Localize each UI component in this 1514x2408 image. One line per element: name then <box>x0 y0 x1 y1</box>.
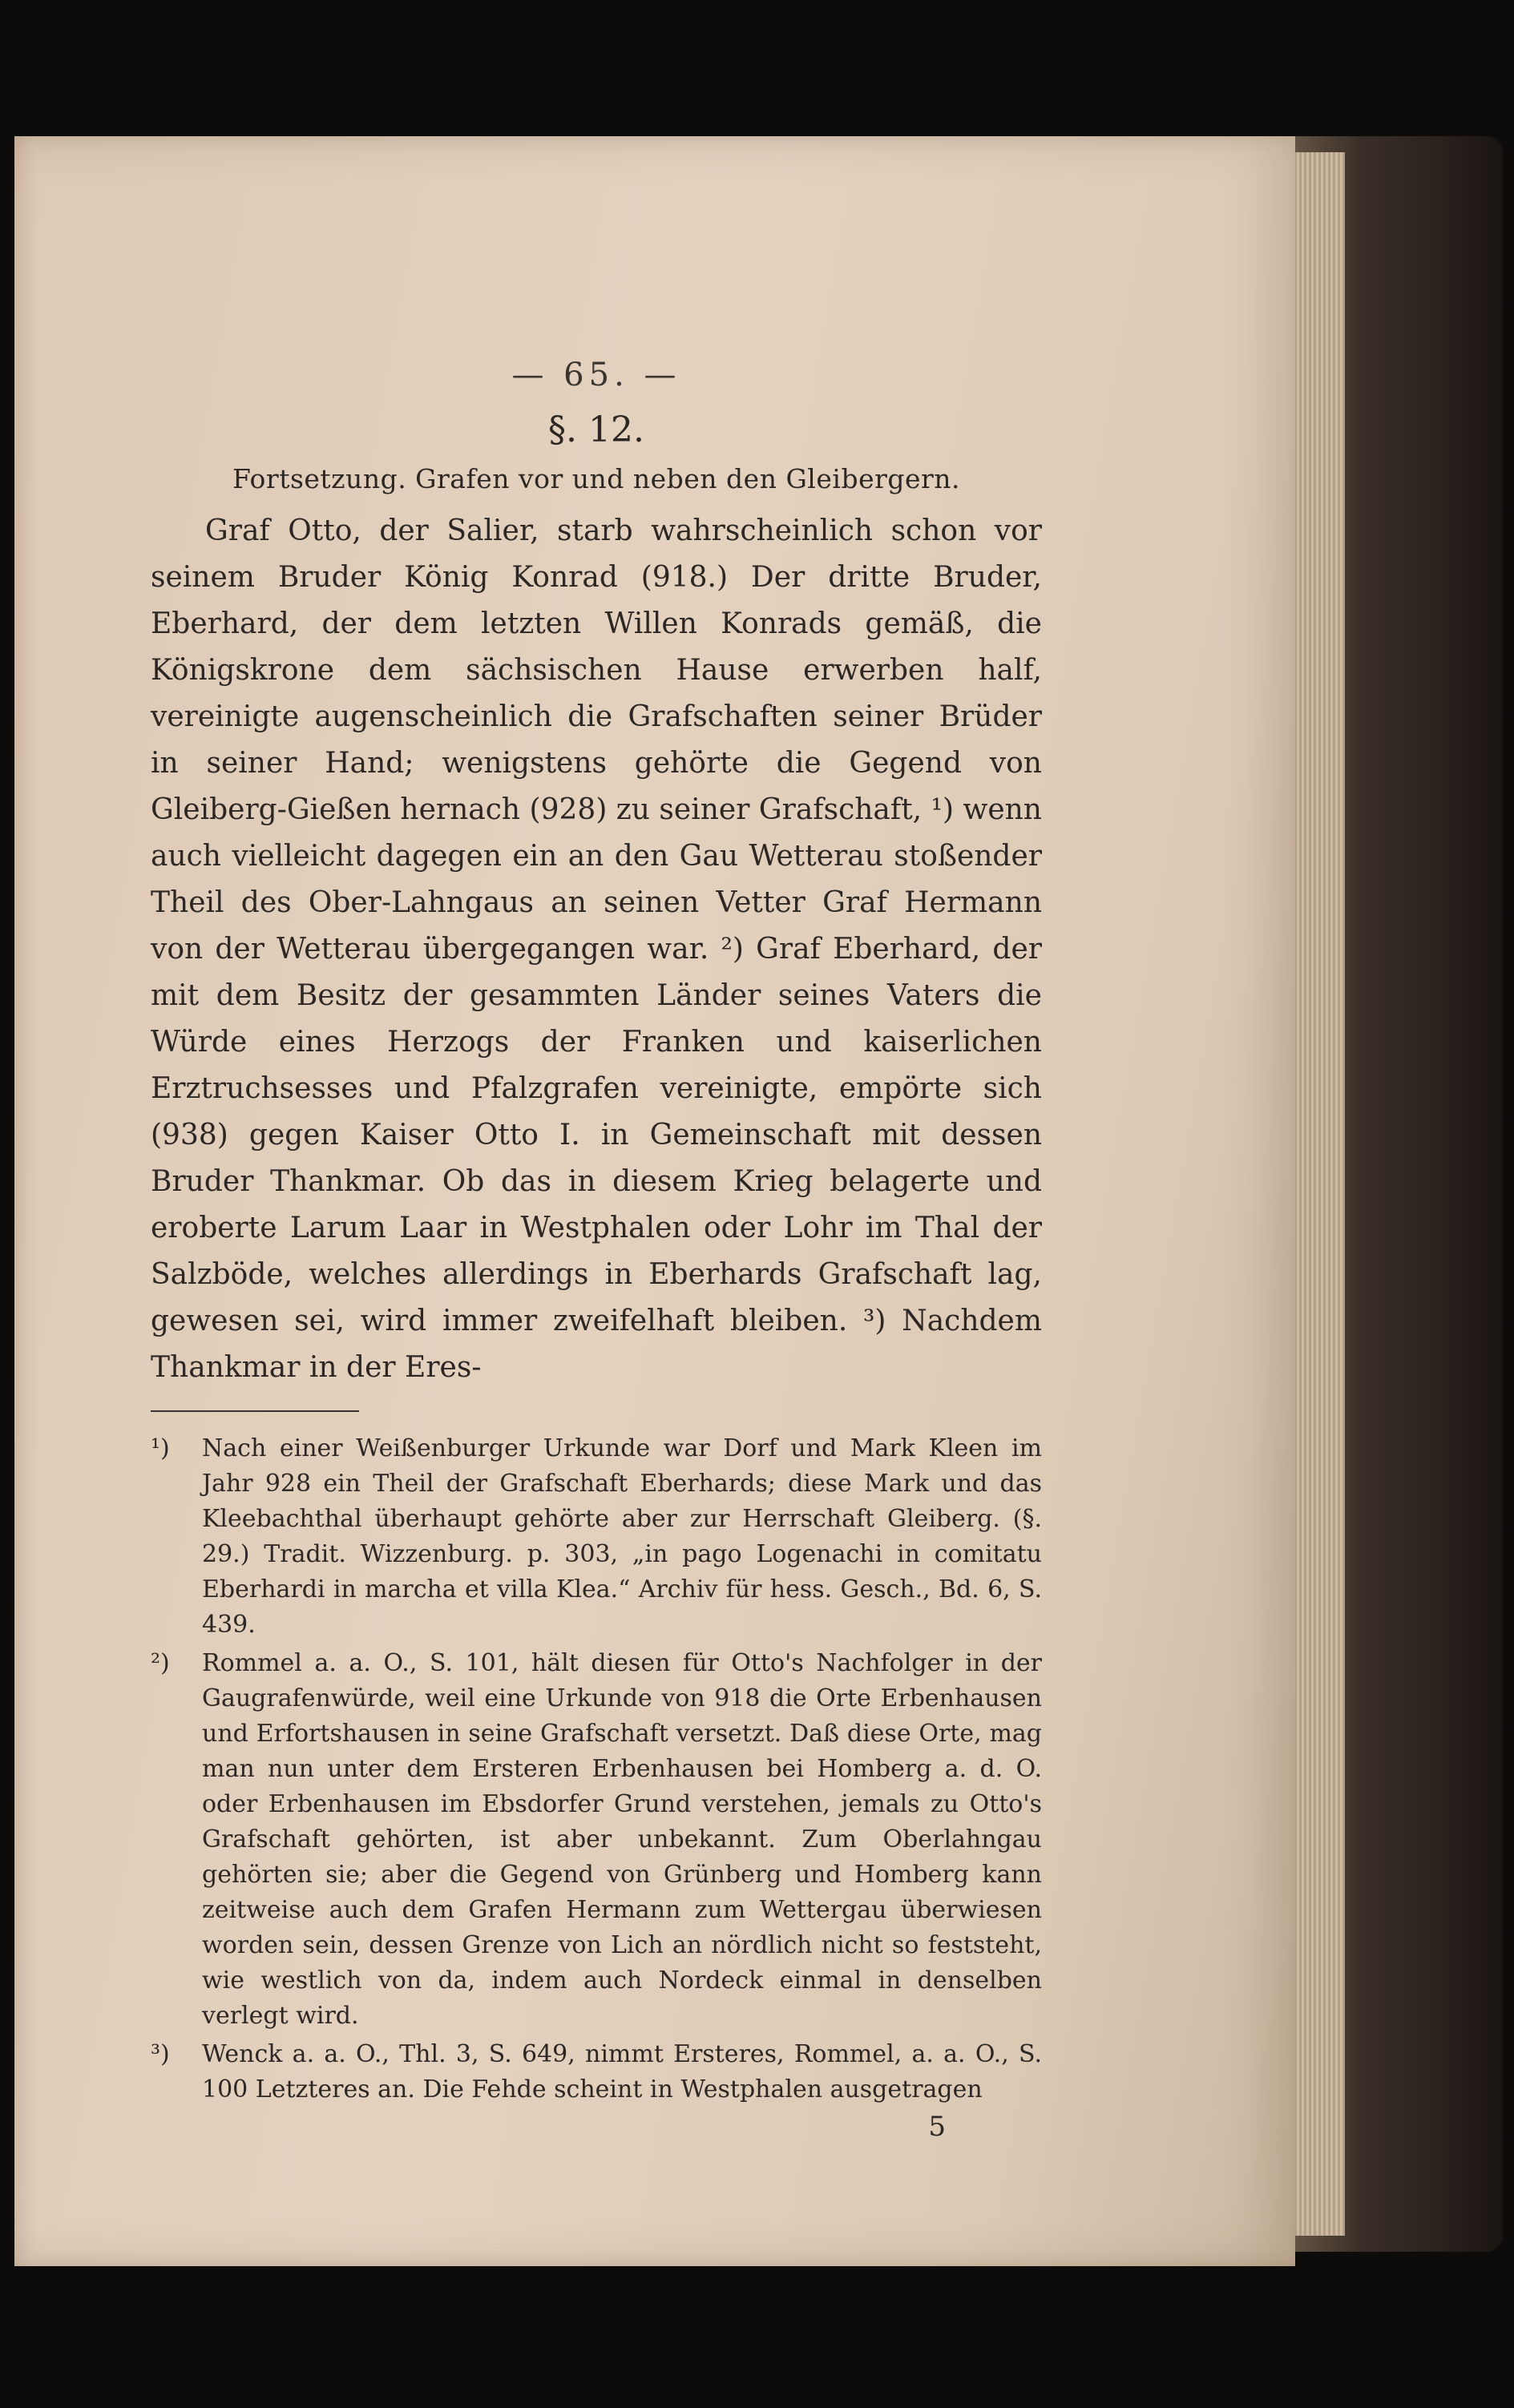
footnote-text: Wenck a. a. O., Thl. 3, S. 649, nimmt Ersteres, Rommel, a. a. O., S. 100 Letzteres an. Die Fehde scheint in Westphalen ausgetragen <box>202 2040 1042 2103</box>
body-paragraph: Graf Otto, der Salier, starb wahrscheinlich schon vor seinem Bruder König Konrad (918.) Der dritte Bruder, Eberhard, der dem letzten Willen Konrads gemäß, die Königskrone dem sächsischen Hause erwerben half, vereinigte augenscheinlich die Grafschaften seiner Brüder in seiner Hand; wenigstens gehörte die Gegend von Gleiberg-Gießen hernach (928) zu seiner Grafschaft, ¹) wenn auch vielleicht dagegen ein an den Gau Wetterau stoßender Theil des Ober-Lahngaus an seinen Vetter Graf Hermann von der Wetterau übergegangen war. ²) Graf Eberhard, der mit dem Besitz der gesammten Länder seines Vaters die Würde eines Herzogs der Franken und kaiserlichen Erztruchsesses und Pfalzgrafen vereinigte, empörte sich (938) gegen Kaiser Otto I. in Gemeinschaft mit dessen Bruder Thankmar. Ob das in diesem Krieg belagerte und eroberte Larum Laar in Westphalen oder Lohr im Thal der Salzböde, welches allerdings in Eberhards Grafschaft lag, gewesen sei, wird immer zweifelhaft bleiben. ³) Nachdem Thankmar in der Eres- <box>151 514 1042 1384</box>
footnote-marker: ²) <box>151 1649 170 1677</box>
section-number: §. 12. <box>548 409 644 450</box>
page-number: — 65. — <box>511 357 681 393</box>
footnote-marker: ¹) <box>151 1434 170 1462</box>
page-content <box>151 353 1042 2143</box>
footnote-text: Nach einer Weißenburger Urkunde war Dorf und Mark Kleen im Jahr 928 ein Theil der Grafschaft Eberhards; diese Mark und das Kleebachthal überhaupt gehörte aber zur Herrschaft Gleiberg. (§. 29.) Tradit. Wizzenburg. p. 303, „in pago Logenachi in comitatu Eberhardi in marcha et villa Klea.“ Archiv für hess. Gesch., Bd. 6, S. 439. <box>202 1434 1042 1639</box>
footnote-marker: ³) <box>151 2040 170 2068</box>
footnote-3 <box>151 2037 1042 2108</box>
footnote-text: Rommel a. a. O., S. 101, hält diesen für Otto's Nachfolger in der Gaugrafenwürde, weil eine Urkunde von 918 die Orte Erbenhausen und Erfortshausen in seine Grafschaft versetzt. Daß diese Orte, mag man nun unter dem Ersteren Erbenhausen bei Homberg a. d. O. oder Erbenhausen im Ebsdorfer Grund verstehen, jemals zu Otto's Grafschaft gehörten, ist aber unbekannt. Zum Oberlahngau gehörten sie; aber die Gegend von Grünberg und Homberg kann zeitweise auch dem Grafen Hermann zum Wettergau überwiesen worden sein, dessen Grenze von Lich an nördlich nicht so feststeht, wie westlich von da, indem auch Nordeck einmal in denselben verlegt wird. <box>202 1649 1042 2030</box>
footnote-divider <box>151 1410 359 1412</box>
footnote-2 <box>151 1646 1042 2034</box>
section-subtitle: Fortsetzung. Grafen vor und neben den Gleibergern. <box>232 463 961 494</box>
footnote-1 <box>151 1431 1042 1643</box>
signature-mark: 5 <box>928 2111 946 2143</box>
